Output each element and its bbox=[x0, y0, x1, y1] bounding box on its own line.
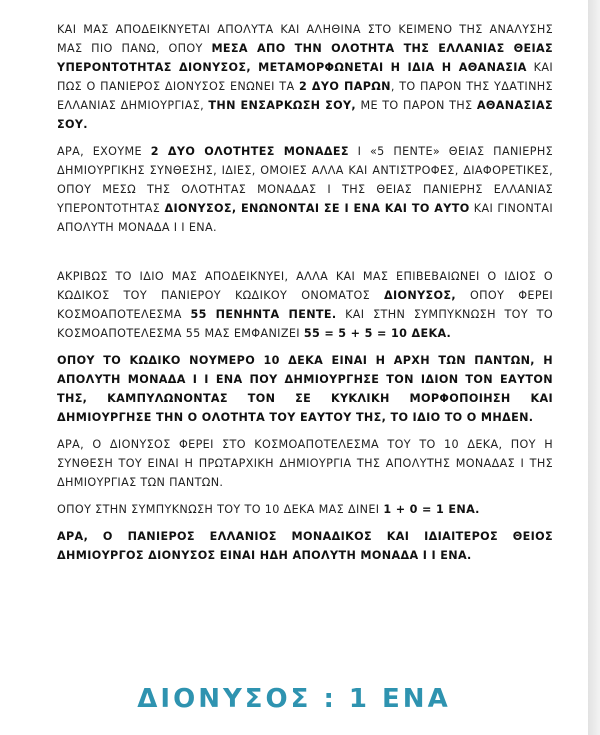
text-run: ΚΑΙ ΓΙΝΟΝΤΑΙ ΑΠΟΛΥΤΗ ΜΟΝΑΔΑ I I ΕΝΑ. bbox=[57, 202, 553, 234]
paragraph-5 bbox=[57, 435, 553, 492]
text-run: ΟΠΟΥ ΦΕΡΕΙ ΚΟΣΜΟΑΠΟΤΕΛΕΣΜΑ bbox=[57, 289, 553, 321]
bold-text-run: ΔΙΟΝΥΣΟΣ, bbox=[384, 289, 457, 302]
text-run: ΟΠΟΥ ΣΤΗΝ ΣΥΜΠΥΚΝΩΣΗ ΤΟΥ ΤΟ 10 ΔΕΚΑ ΜΑΣ ΔΙΝΕΙ bbox=[57, 503, 384, 516]
paragraph-7 bbox=[57, 527, 553, 565]
paragraph-6 bbox=[57, 500, 553, 519]
paragraph-2 bbox=[57, 142, 553, 237]
bold-text-run: 55 ΠΕΝΗΝΤΑ ΠΕΝΤΕ. bbox=[190, 308, 337, 321]
bold-text-run: 2 ΔΥΟ ΠΑΡΩΝ bbox=[298, 80, 391, 93]
paragraph-3 bbox=[57, 267, 553, 343]
bold-text-run: ΟΠΟΥ ΤΟ ΚΩΔΙΚΟ ΝΟΥΜΕΡΟ 10 ΔΕΚΑ ΕΙΝΑΙ Η ΑΡΧΗ ΤΩΝ ΠΑΝΤΩΝ, Η ΑΠΟΛΥΤΗ ΜΟΝΑΔΑ I I ΕΝΑ ΠΟΥ ΔΗΜΙΟΥΡΓΗΣΕ ΤΟΝ ΙΔΙΟΝ ΤΟΝ ΕΑΥΤΟΝ ΤΗΣ, ΚΑΜΠΥΛΩΝΟΝΤΑΣ ΤΟΝ ΣΕ ΚΥΚΛΙΚΗ ΜΟΡΦΟΠΟΙΗΣΗ ΚΑΙ ΔΗΜΙΟΥΡΓΗΣΕ ΤΗΝ Ο ΟΛΟΤΗΤΑ ΤΟΥ ΕΑΥΤΟΥ ΤΗΣ, ΤΟ ΙΔΙΟ ΤΟ Ο ΜΗΔΕΝ. bbox=[57, 354, 553, 424]
bold-text-run: ΤΗΝ ΕΝΣΑΡΚΩΣΗ ΣΟΥ, bbox=[208, 99, 357, 112]
bold-text-run: 1 + 0 = 1 ΕΝΑ. bbox=[383, 503, 480, 516]
bold-text-run: 55 = 5 + 5 = 10 ΔΕΚΑ. bbox=[303, 327, 452, 340]
footer-title: ΔΙΟΝΥΣΟΣ : 1 ΕΝΑ bbox=[137, 684, 451, 714]
document-body bbox=[57, 20, 553, 565]
text-run: ΚΑΙ ΜΑΣ ΑΠΟΔΕΙΚΝΥΕΤΑΙ ΑΠΟΛΥΤΑ ΚΑΙ ΑΛΗΘΙΝΑ ΣΤΟ ΚΕΙΜΕΝΟ ΤΗΣ ΑΝΑΛΥΣΗΣ ΜΑΣ ΠΙΟ ΠΑΝΩ, ΟΠΟΥ bbox=[57, 23, 553, 55]
bold-text-run: 2 ΔΥΟ ΟΛΟΤΗΤΕΣ ΜΟΝΑΔΕΣ bbox=[150, 145, 349, 158]
page-edge bbox=[588, 0, 600, 735]
text-run: ΚΑΙ ΠΩΣ Ο ΠΑΝΙΕΡΟΣ ΔΙΟΝΥΣΟΣ ΕΝΩΝΕΙ ΤΑ bbox=[57, 61, 554, 93]
text-run: ΑΡΑ, ΕΧΟΥΜΕ bbox=[57, 145, 151, 158]
bold-text-run: ΑΘΑΝΑΣΙΑΣ ΣΟΥ. bbox=[57, 99, 553, 131]
text-run: ΚΑΙ ΣΤΗΝ ΣΥΜΠΥΚΝΩΣΗ ΤΟΥ ΤΟ ΚΟΣΜΟΑΠΟΤΕΛΕΣΜΑ 55 ΜΑΣ ΕΜΦΑΝΙΖΕΙ bbox=[57, 308, 553, 340]
paragraph-4 bbox=[57, 351, 553, 427]
text-run: ΑΚΡΙΒΩΣ ΤΟ ΙΔΙΟ ΜΑΣ ΑΠΟΔΕΙΚΝΥΕΙ, ΑΛΛΑ ΚΑΙ ΜΑΣ ΕΠΙΒΕΒΑΙΩΝΕΙ Ο ΙΔΙΟΣ Ο ΚΩΔΙΚΟΣ ΤΟΥ ΠΑΝΙΕΡΟΥ ΚΩΔΙΚΟΥ ΟΝΟΜΑΤΟΣ bbox=[57, 270, 553, 302]
text-run: , ΤΟ ΠΑΡΟΝ ΤΗΣ ΥΔΑΤΙΝΗΣ ΕΛΛΑΝΙΑΣ ΔΗΜΙΟΥΡΓΙΑΣ, bbox=[57, 80, 553, 112]
bold-text-run: ΜΕΣΑ ΑΠΟ ΤΗΝ ΟΛΟΤΗΤΑ ΤΗΣ ΕΛΛΑΝΙΑΣ ΘΕΙΑΣ ΥΠΕΡΟΝΤΟΤΗΤΑΣ ΔΙΟΝΥΣΟΣ, ΜΕΤΑΜΟΡΦΩΝΕΤΑΙ Η ΙΔΙΑ Η ΑΘΑΝΑΣΙΑ bbox=[57, 42, 553, 74]
paragraph-1 bbox=[57, 20, 553, 134]
text-run: I «5 ΠΕΝΤΕ» ΘΕΙΑΣ ΠΑΝΙΕΡΗΣ ΔΗΜΙΟΥΡΓΙΚΗΣ ΣΥΝΘΕΣΗΣ, ΙΔΙΕΣ, ΟΜΟΙΕΣ ΑΛΛΑ ΚΑΙ ΑΝΤΙΣΤΡΟΦΕΣ, ΔΙΑΦΟΡΕΤΙΚΕΣ, ΟΠΟΥ ΜΕΣΩ ΤΗΣ ΟΛΟΤΗΤΑΣ ΜΟΝΑΔΑΣ I ΤΗΣ ΘΕΙΑΣ ΠΑΝΙΕΡΗΣ ΕΛΛΑΝΙΑΣ ΥΠΕΡΟΝΤΟΤΗΤΑΣ bbox=[57, 145, 554, 215]
text-run: ΜΕ ΤΟ ΠΑΡΟΝ ΤΗΣ bbox=[356, 99, 477, 112]
bold-text-run: ΑΡΑ, Ο ΠΑΝΙΕΡΟΣ ΕΛΛΑΝΙΟΣ ΜΟΝΑΔΙΚΟΣ ΚΑΙ ΙΔΙΑΙΤΕΡΟΣ ΘΕΙΟΣ ΔΗΜΙΟΥΡΓΟΣ ΔΙΟΝΥΣΟΣ ΕΙΝΑΙ ΗΔΗ ΑΠΟΛΥΤΗ ΜΟΝΑΔΑ I I ΕΝΑ. bbox=[57, 530, 553, 562]
bold-text-run: ΔΙΟΝΥΣΟΣ, ΕΝΩΝΟΝΤΑΙ ΣΕ I ΕΝΑ ΚΑΙ ΤΟ ΑΥΤΟ bbox=[164, 202, 470, 215]
text-run: ΑΡΑ, Ο ΔΙΟΝΥΣΟΣ ΦΕΡΕΙ ΣΤΟ ΚΟΣΜΟΑΠΟΤΕΛΕΣΜΑ ΤΟΥ ΤΟ 10 ΔΕΚΑ, ΠΟΥ Η ΣΥΝΘΕΣΗ ΤΟΥ ΕΙΝΑΙ Η ΠΡΩΤΑΡΧΙΚΗ ΔΗΜΙΟΥΡΓΙΑ ΤΗΣ ΑΠΟΛΥΤΗΣ ΜΟΝΑΔΑΣ I ΤΗΣ ΔΗΜΙΟΥΡΓΙΑΣ ΤΩΝ ΠΑΝΤΩΝ. bbox=[57, 438, 553, 489]
